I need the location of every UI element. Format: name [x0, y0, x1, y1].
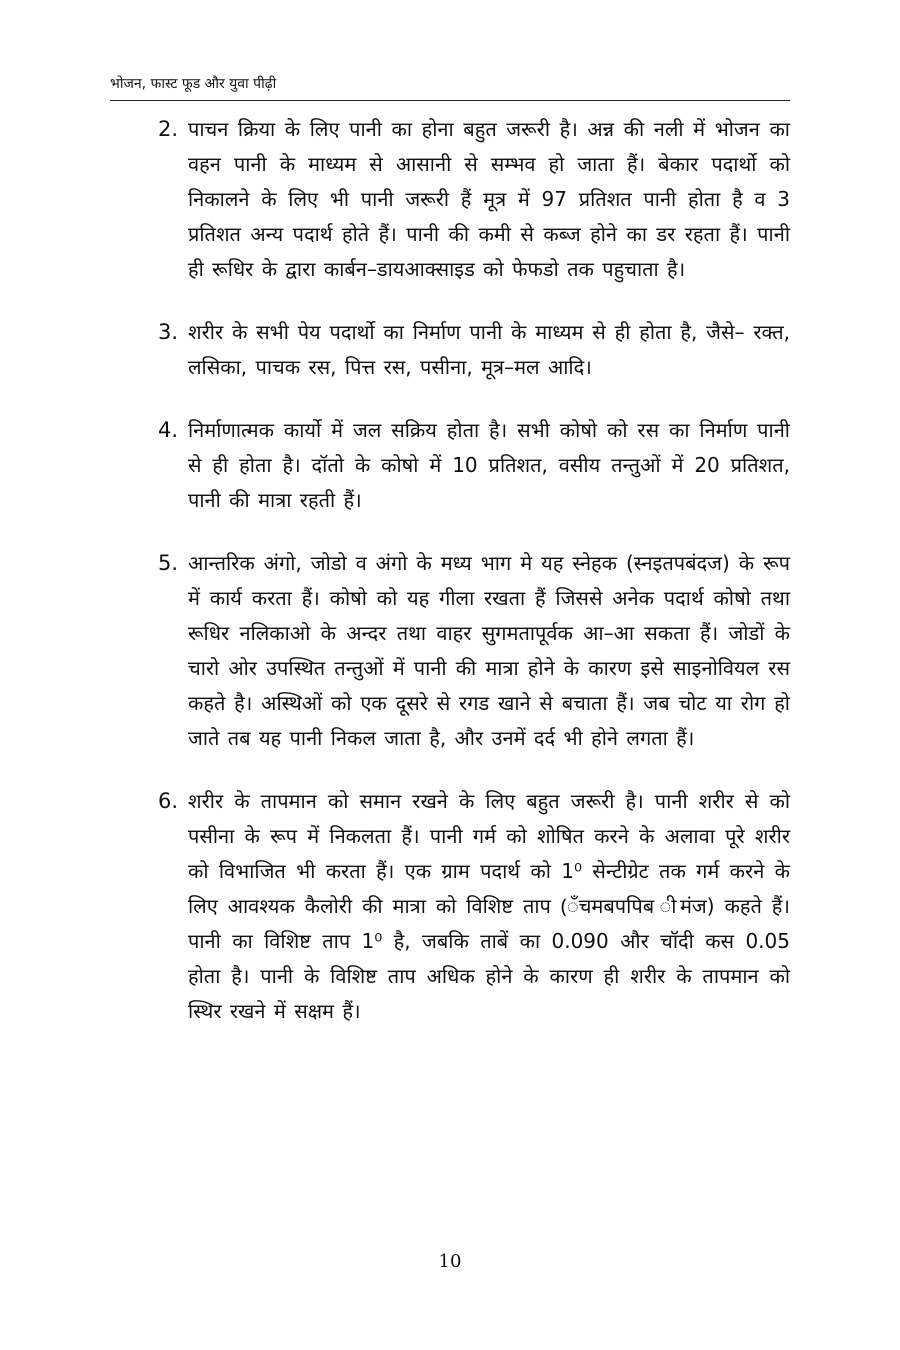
list-item-number: 2. — [157, 117, 178, 141]
list-item-text: आन्तरिक अंगो, जोडो व अंगो के मध्य भाग मे यह स्नेहक (स्नइतपबंदज) के रूप में कार्य करता हैं। कोषो को यह गीला रखता हैं जिससे अनेक पदार्थ कोषो तथा रूधिर नलिकाओ के अन्दर तथा वाहर सुगमतापूर्वक आ–आ सकता हैं। जोडों के चारो ओर उपस्थित तन्तुओं में पानी की मात्रा होने के कारण इसे साइनोवियल रस कहते है। अस्थिओं को एक दूसरे से रगड खाने से बचाता हैं। जब चोट या रोग हो जाते तब यह पानी निकल जाता है, और उनमें दर्द भी होने लगता हैं। — [188, 551, 790, 750]
list-item — [110, 315, 790, 385]
list-item-number: 3. — [157, 320, 178, 344]
list-item — [110, 784, 790, 1029]
list-item-number: 6. — [157, 789, 178, 813]
list-item-text: पाचन क्रिया के लिए पानी का होना बहुत जरूरी है। अन्न की नली में भोजन का वहन पानी के माध्यम से आसानी से सम्भव हो जाता हैं। बेकार पदार्थो को निकालने के लिए भी पानी जरूरी हैं मूत्र में 97 प्रतिशत पानी होता है व 3 प्रतिशत अन्य पदार्थ होते हैं। पानी की कमी से कब्ज होने का डर रहता हैं। पानी ही रूधिर के द्वारा कार्बन–डायआक्साइड को फेफडो तक पहुचाता है। — [188, 117, 790, 281]
header-divider — [110, 100, 790, 101]
list-item-text: निर्माणात्मक कार्यो में जल सक्रिय होता है। सभी कोषो को रस का निर्माण पानी से ही होता है। दॉतो के कोषो में 10 प्रतिशत, वसीय तन्तुओं में 20 प्रतिशत, पानी की मात्रा रहती हैं। — [188, 418, 790, 512]
list-item-number: 4. — [157, 418, 178, 442]
list-item — [110, 112, 790, 287]
list-item — [110, 413, 790, 518]
list-item — [110, 546, 790, 756]
list-item-number: 5. — [157, 551, 178, 575]
numbered-list — [110, 112, 790, 1057]
list-item-text: शरीर के सभी पेय पदार्थो का निर्माण पानी के माध्यम से ही होता है, जैसे– रक्त, लसिका, पाचक रस, पित्त रस, पसीना, मूत्र–मल आदि। — [188, 320, 790, 379]
list-item-text: शरीर के तापमान को समान रखने के लिए बहुत जरूरी है। पानी शरीर से को पसीना के रूप में निकलता हैं। पानी गर्म को शोषित करने के अलावा पूरे शरीर को विभाजित भी करता हैं। एक ग्राम पदार्थ को 1⁰ सेन्टीग्रेट तक गर्म करने के लिए आवश्यक कैलोरी की मात्रा को विशिष्ट ताप (ँचमबपपिब ीमंज) कहते हैं। पानी का विशिष्ट ताप 1⁰ है, जबकि ताबें का 0.090 और चॉदी कस 0.05 होता है। पानी के विशिष्ट ताप अधिक होने के कारण ही शरीर के तापमान को स्थिर रखने में सक्षम हैं। — [188, 789, 790, 1023]
running-header-title: भोजन, फास्ट फूड और युवा पीढ़ी — [110, 76, 277, 92]
page-number: 10 — [438, 1251, 462, 1272]
